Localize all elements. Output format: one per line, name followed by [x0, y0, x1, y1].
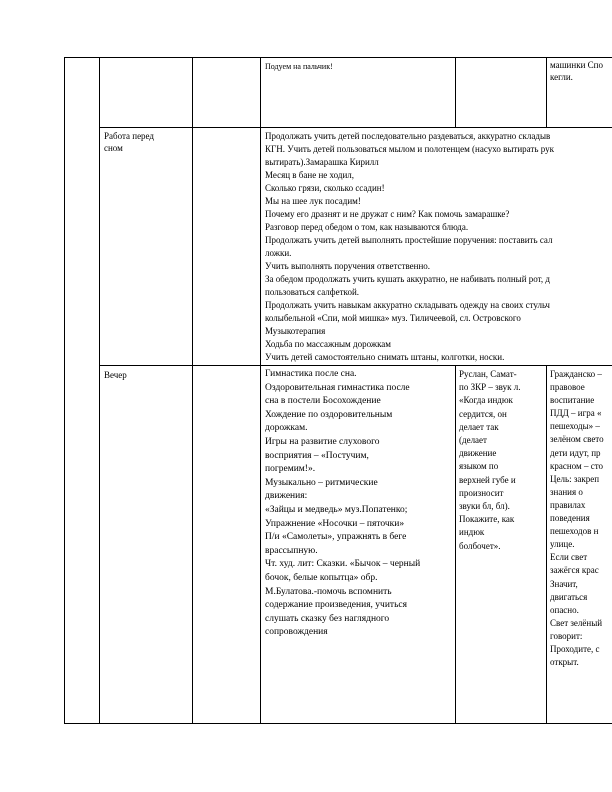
row3-individual-line: языком по	[459, 461, 499, 472]
row3-individual-line: Руслан, Самат-	[459, 369, 517, 379]
row3-right-line: зелёном свето	[550, 434, 604, 445]
row3-right-line: пешеходов н	[550, 526, 599, 537]
row2-content-line: Музыкотерапия	[265, 326, 326, 336]
row3-activity-line: сна в постели Босохождение	[265, 396, 381, 407]
row3-activity-line: Упражнение «Носочки – пяточки»	[265, 518, 405, 529]
row3-activity-line: П/и «Самолеты», упражнять в беге	[265, 532, 407, 543]
row3-right-line: Если свет	[550, 552, 588, 563]
row2-content-line: Продолжать учить навыкам аккуратно складывать одежду на своих стульч	[265, 300, 550, 310]
row3-right-line: двигаться	[550, 591, 588, 602]
row-divider-2	[99, 365, 612, 366]
row3-right-line: поведения	[550, 513, 590, 524]
col-line-1	[99, 57, 100, 724]
row3-individual-line: делает так	[459, 421, 499, 432]
row3-activity-line: Оздоровительная гимнастика после	[265, 382, 410, 393]
row2-content-line: Сколько грязи, сколько ссадин!	[265, 183, 385, 193]
row2-content-line: Почему его дразнят и не дружат с ним? Как помочь замарашке?	[265, 209, 510, 219]
row3-right-line: открыт.	[550, 657, 579, 668]
row3-activity-cell	[265, 368, 420, 640]
row3-right-line: воспитание	[550, 395, 595, 406]
col-line-2	[192, 57, 193, 724]
row3-individual-line: Покажите, как	[459, 514, 515, 525]
row3-right-line: Гражданско –	[550, 369, 602, 379]
row3-individual-line: сердится, он	[459, 408, 507, 419]
row3-activity-line: Хождение по оздоровительным	[265, 409, 393, 420]
row3-activity-line: врассыпную.	[265, 545, 318, 556]
row1-activity-text: Подуем на пальчик!	[265, 62, 333, 71]
row2-content-line: пользоваться салфеткой.	[265, 287, 360, 297]
table-top-border	[64, 57, 612, 58]
row3-right-line: опасно.	[550, 604, 579, 615]
row2-content-cell	[265, 130, 554, 364]
row2-content-line: Разговор перед обедом о том, как называются блюда.	[265, 222, 469, 232]
row2-content-line: вытирать).Замарашка Кирилл	[265, 157, 379, 167]
row3-activity-line: сопровождения	[265, 627, 328, 638]
row1-right-cell	[550, 59, 603, 83]
row3-right-line: говорит:	[550, 630, 583, 641]
row-divider-1	[99, 127, 612, 128]
row3-activity-line: восприятия – «Постучим,	[265, 450, 369, 461]
row3-label-cell	[104, 369, 127, 381]
row1-activity-cell	[265, 61, 333, 72]
col-line-3	[260, 57, 261, 724]
row3-individual-line: индюк	[459, 527, 485, 538]
row3-right-line: Свет зелёный	[550, 617, 603, 628]
row3-activity-line: движения:	[265, 491, 308, 502]
row3-individual-line: звуки бл, бл).	[459, 501, 510, 512]
row1-right-line: кегли.	[550, 72, 573, 82]
col-line-5-bottom	[546, 365, 547, 724]
row3-individual-cell	[459, 368, 520, 553]
row3-activity-line: содержание произведения, учиться	[265, 600, 407, 611]
row2-content-line: Учить детей самостоятельно снимать штаны, колготки, носки.	[265, 352, 505, 362]
table-bottom-border	[64, 723, 612, 724]
col-line-4-top	[455, 57, 456, 127]
row3-right-line: Значит,	[550, 578, 578, 589]
row3-right-line: дети идут, пр	[550, 447, 601, 458]
row3-activity-line: слушать сказку без наглядного	[265, 613, 390, 624]
row2-content-line: Ходьба по массажным дорожкам	[265, 339, 391, 349]
row2-content-line: Продолжать учить детей выполнять простейшие поручения: поставить сал	[265, 235, 553, 245]
row3-activity-line: Гимнастика после сна.	[265, 369, 357, 379]
row2-content-line: КГН. Учить детей пользоваться мылом и полотенцем (насухо вытирать рук	[265, 144, 554, 154]
row3-right-line: правилах	[550, 499, 586, 510]
row3-activity-line: «Зайцы и медведь» муз.Попатенко;	[265, 504, 408, 515]
row2-content-line: колыбельной «Спи, мой мишка» муз. Тиличеевой, сл. Островского	[265, 313, 521, 323]
row2-content-line: Месяц в бане не ходил,	[265, 170, 355, 180]
row3-individual-line: (делает	[459, 435, 487, 446]
row2-content-line: Учить выполнять поручения ответственно.	[265, 261, 431, 271]
row3-right-line: ПДД – игра «	[550, 408, 602, 419]
row3-right-line: Проходите, с	[550, 643, 600, 654]
row3-activity-line: М.Булатова.-помочь вспомнить	[265, 586, 392, 597]
col-line-0	[64, 57, 65, 724]
row3-activity-line: бочок, белые копытца» обр.	[265, 572, 378, 583]
row3-right-line: зажёгся крас	[550, 565, 599, 576]
row2-label-line: сном	[104, 143, 123, 153]
row3-activity-line: дорожкам.	[265, 423, 308, 434]
row3-label-text: Вечер	[104, 370, 127, 380]
row3-activity-line: Игры на развитие слухового	[265, 436, 380, 447]
row3-right-line: Цель: закреп	[550, 473, 600, 484]
row3-individual-line: по ЗКР – звук л.	[459, 382, 521, 393]
row2-content-line: За обедом продолжать учить кушать аккуратно, не набивать полный рот, д	[265, 274, 550, 284]
row3-right-line: красном – сто	[550, 460, 604, 471]
col-line-4-bottom	[455, 365, 456, 724]
row3-right-line: знания о	[550, 486, 583, 497]
row3-right-line: улице.	[550, 539, 575, 550]
row3-individual-line: движение	[459, 448, 497, 459]
row3-right-line: пешеходы» –	[550, 421, 600, 432]
row3-individual-line: произносит	[459, 487, 504, 498]
row1-right-line: машинки Спо	[550, 60, 603, 70]
row3-activity-line: Музыкально – ритмические	[265, 477, 378, 488]
row3-individual-line: «Когда индюк	[459, 395, 513, 406]
row3-activity-line: погремим!».	[265, 464, 316, 475]
row3-activity-line: Чт. худ. лит: Сказки. «Бычок – черный	[265, 559, 421, 570]
row3-individual-line: болбочет».	[459, 540, 501, 551]
row3-individual-line: верхней губе и	[459, 474, 516, 485]
row3-right-cell	[550, 368, 604, 669]
row2-content-line: Продолжать учить детей последовательно раздеваться, аккуратно складыв	[265, 131, 551, 141]
row2-content-line: ложки.	[265, 248, 292, 258]
row2-content-line: Мы на шее лук посадим!	[265, 196, 361, 206]
col-line-5-top	[546, 57, 547, 127]
row2-label-cell	[104, 130, 154, 154]
row2-label-line: Работа перед	[104, 131, 155, 141]
row3-right-line: правовое	[550, 382, 585, 393]
